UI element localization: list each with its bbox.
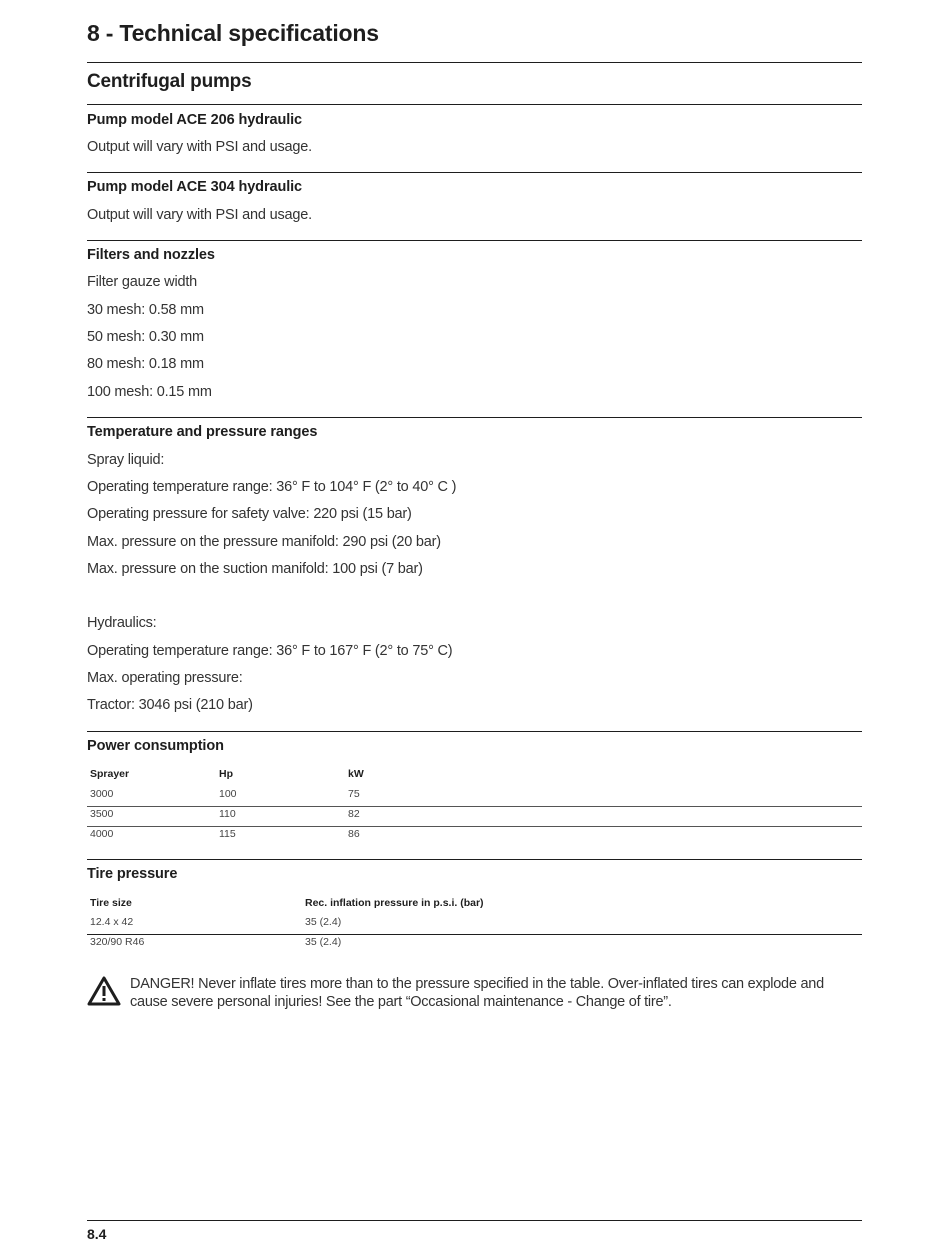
pump-206-text: Output will vary with PSI and usage. xyxy=(87,139,312,155)
hydraulics-line: Max. operating pressure: xyxy=(87,670,243,686)
page-number: 8.4 xyxy=(87,1226,107,1242)
tire-cell: 12.4 x 42 xyxy=(90,916,134,928)
spray-line: Spray liquid: xyxy=(87,452,165,468)
power-cell: 100 xyxy=(219,788,237,800)
power-col-header: Sprayer xyxy=(90,768,130,780)
pump-304-text: Output will vary with PSI and usage. xyxy=(87,207,312,223)
power-cell: 82 xyxy=(348,808,360,820)
tire-cell: 35 (2.4) xyxy=(305,936,342,948)
warning-text: DANGER! Never inflate tires more than to the pressure specified in the table. Over-inflated tires can explode and cause severe personal injuries! See the part “Occasional maintenance - Change of tire”. xyxy=(130,976,824,1010)
temperature-heading: Temperature and pressure ranges xyxy=(87,424,318,440)
power-cell: 3000 xyxy=(90,788,114,800)
hydraulics-line: Tractor: 3046 psi (210 bar) xyxy=(87,697,253,713)
hydraulics-line: Operating temperature range: 36° F to 167° F (2° to 75° C) xyxy=(87,643,453,659)
divider xyxy=(87,104,862,105)
page-title: 8 - Technical specifications xyxy=(87,20,379,46)
tire-cell: 320/90 R46 xyxy=(90,936,145,948)
tire-heading: Tire pressure xyxy=(87,866,178,882)
power-col-header: kW xyxy=(348,768,364,780)
section-title: Centrifugal pumps xyxy=(87,71,252,92)
tire-cell: 35 (2.4) xyxy=(305,916,342,928)
filters-line: 50 mesh: 0.30 mm xyxy=(87,329,204,345)
power-cell: 115 xyxy=(219,828,236,840)
warning-triangle-icon xyxy=(87,976,121,1006)
hydraulics-line: Hydraulics: xyxy=(87,615,157,631)
table-row-divider xyxy=(87,934,862,935)
filters-heading: Filters and nozzles xyxy=(87,247,215,263)
power-col-header: Hp xyxy=(219,768,233,780)
filters-line: 100 mesh: 0.15 mm xyxy=(87,384,212,400)
danger-warning xyxy=(87,975,862,1019)
divider xyxy=(87,859,862,860)
spray-line: Max. pressure on the suction manifold: 100 psi (7 bar) xyxy=(87,561,423,577)
divider xyxy=(87,172,862,173)
power-cell: 86 xyxy=(348,828,360,840)
divider xyxy=(87,62,862,63)
power-cell: 4000 xyxy=(90,828,114,840)
divider xyxy=(87,731,862,732)
tire-col-header: Tire size xyxy=(90,897,132,909)
filters-line: 30 mesh: 0.58 mm xyxy=(87,302,204,318)
pump-304-heading: Pump model ACE 304 hydraulic xyxy=(87,179,303,195)
spray-line: Operating pressure for safety valve: 220 psi (15 bar) xyxy=(87,506,412,522)
power-cell: 3500 xyxy=(90,808,114,820)
power-cell: 75 xyxy=(348,788,360,800)
power-cell: 110 xyxy=(219,808,236,820)
spray-line: Max. pressure on the pressure manifold: 290 psi (20 bar) xyxy=(87,534,441,550)
table-row-divider xyxy=(87,826,862,827)
pump-206-heading: Pump model ACE 206 hydraulic xyxy=(87,112,303,128)
spray-line: Operating temperature range: 36° F to 104° F (2° to 40° C ) xyxy=(87,479,457,495)
table-row-divider xyxy=(87,806,862,807)
filters-line: 80 mesh: 0.18 mm xyxy=(87,356,204,372)
footer-divider xyxy=(87,1220,862,1221)
divider xyxy=(87,240,862,241)
filters-line: Filter gauze width xyxy=(87,274,198,290)
divider xyxy=(87,417,862,418)
power-heading: Power consumption xyxy=(87,738,224,754)
tire-col-header: Rec. inflation pressure in p.s.i. (bar) xyxy=(305,897,484,909)
